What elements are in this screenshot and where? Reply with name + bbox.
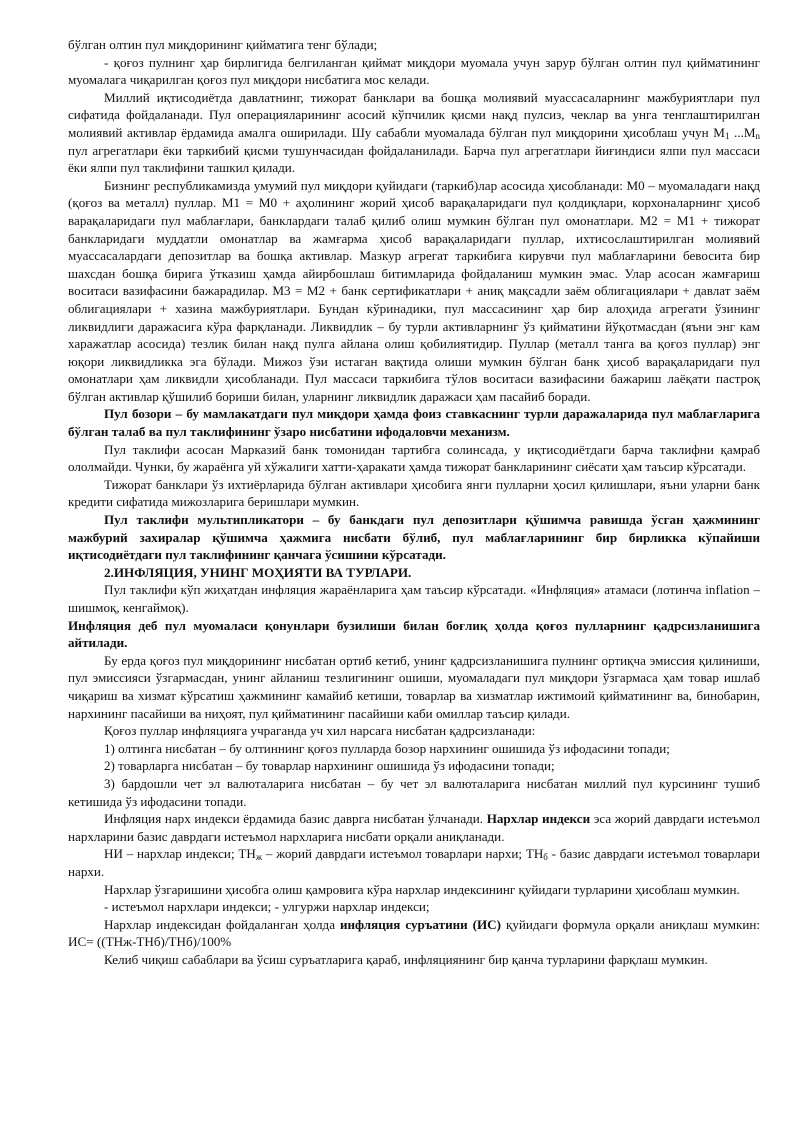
term-inflation-rate: инфляция суръатини (ИС) [339,916,502,932]
section-heading-inflation: 2.ИНФЛЯЦИЯ, УНИНГ МОҲИЯТИ ВА ТУРЛАРИ. [104,564,412,580]
definition-money-market: Пул бозори – бу мамлакатдаги пул миқдори ҳамда фоиз ставкаснинг турли даражаларида пул маблағларига бўлган талаб ва пул таклифининг ўзаро нисбатини ифодаловчи механизм. [68,406,760,440]
paragraph-inflation-rate-formula [68,916,760,951]
list-item-goods: 2) товарларга нисбатан – бу товарлар нархининг ошишида ўз ифодасини топади; [104,758,555,774]
aggregate-subscript-1: 1 [724,130,730,141]
paragraph-index-notation [68,845,760,880]
definition-money-multiplier: Пул таклифи мультипликатори – бу банкдаги пул депозитлари қўшимча равишда ўсган ҳажмининг мажбурий захиралар қўшимча ҳажмига нисбати бўлиб, пул маблағларининг бир бирликка кўпайиши иқтисодиётдаги пул таклифининг қанчага ўсишини кўрсатади. [68,512,760,563]
list-index-types: - истеъмол нархлари индекси; - улгуржи нархлар индекси; [104,899,430,915]
paragraph-central-bank: Пул таклифи асосан Марказий банк томонидан тартибга солинсада, у иқтисодиётдаги барча таклифни қамраб ололмайди. Чунки, бу жараёнга уй хўжалиги хатти-ҳаракати ҳамда тижорат банкларининг сиёсати ҳам таъсир кўрсатади. [68,441,760,475]
paragraph-money-supply-components: Бизнинг республикамизда умумий пул миқдори қуйидаги (таркиб)лар асосида ҳисобланади: М0 – муомаладаги нақд (қоғоз ва металл) пуллар. М1 = М0 + аҳолининг жорий ҳисоб варақаларидаги пул қолдиқлари, корхоналарнинг ҳисоб варақаларидаги пул маблағлари, банклардаги талаб қилиб олиш мумкин бўлган пул омонатлари. М2 = М1 + тижорат банкларидаги муддатли омонатлар ва жамғарма ҳисоб варақаларидаги пуллар, ихтисослаштирилган молиявий муассасалардаги депозитлар ва бошқа активлар. Мазкур агрегат таркибига кирувчи пул маблағларини бевосита бир шахсдан бошқа бирига ўтказиш ҳамда айирбошлаш битимларида фойдаланиш мумкин эмас. Улар асосан жамғариш воситаси вазифасини бажарадилар. М3 = М2 + банк сертификатлари + аниқ мақсадли заём облигациялари + давлат заём облигациялари + хазина мажбуриятлари. Бундан кўринадики, пул массасининг ҳар бир алоҳида агрегати ўзининг ликвидлиги даражасига кўра фарқланади. Ликвидлик – бу турли активларнинг ўз қийматини йўқотмасдан (яъни энг кам харажатлар асосида) тезлик билан нақд пулга айлана олиш қобилиятидир. Пуллар (металл танга ва қоғоз пуллар) энг юқори ликвидликка эга бўлади. Мижоз ўзи истаган вақтида олиши мумкин бўлган банк ҳисоб варақаларидаги пул омонатлари ҳам ликвидли ҳисобланади. Пул массаси таркибига тўлов воситаси вазифасини бажариш лаёқати пастроқ бўлган активлар қўшилиб бориши билан, уларнинг ликвидлик даражаси ҳам пасайиб боради. [68,177,760,404]
paragraph-money-aggregates-text: Миллий иқтисодиётда давлатнинг, тижорат банклари ва бошқа молиявий муассасаларнинг мажбуриятлари пул сифатида фойдаланади. Пул операцияларининг асосий кўпчилик қисми нақд пулсиз, чеклар ва унга тенглаштирилган молиявий активлар ёрдамида амалга оширилади. Шу сабабли муомалада бўлган пул миқдорини ҳисоблаш учун [68,89,760,140]
paragraph-inflation-term: Пул таклифи кўп жиҳатдан инфляция жараёнларига ҳам таъсир кўрсатади. «Инфляция» атамаси (лотинча inflation – шишмоқ, кенгаймоқ). [68,582,760,615]
formula-text-a: Нархлар индексидан фойдаланган ҳолда [104,916,340,932]
aggregate-m-label: М [713,124,725,140]
formula-text-c: қуйидаги формула орқали аниқлаш мумкин: ИС= ((ТНж-ТНб)/ТНб)/100% [68,916,760,950]
list-item-foreign-currency: 3) бардошли чет эл валюталарига нисбатан – бу чет эл валюталарига нисбатан миллий пул курсининг тушиб кетишида ўз ифодасини топади. [68,775,760,809]
paragraph-price-index [68,810,760,845]
paragraph-inflation-types: Келиб чиқиш сабаблари ва ўсиш суръатларига қараб, инфляциянинг бир қанча турларини фарқлаш мумкин. [104,951,708,967]
paragraph-price-index-tail: эса жорий даврдаги истеъмол нархларини базис даврдаги истеъмол нархларига нисбати орқали аниқланади. [68,811,761,844]
notation-text-a: НИ – нархлар индекси; ТН [104,846,256,862]
list-item-gold: 1) олтинга нисбатан – бу олтиннинг қоғоз пулларда бозор нархининг ошишида ўз ифодасини топади; [104,740,670,756]
notation-subscript-base: б [543,852,548,863]
paragraph-inflation-factors: Бу ерда қоғоз пул миқдорининг нисбатан ортиб кетиб, унинг қадрсизланишига пулнинг ортиқча эмиссия қилиниши, пул эмиссияси ўзгармасдан, унинг айланиш тезлигининг ошиши, муомаладаги пул миқдори ўзгармаса ҳам товар ишлаб чиқариш ва хизмат кўрсатиш ҳажмининг камайиб кетиши, товарлар ва хизматлар ижтимоий қийматининг ва, бинобарин, нархининг пасайиши ва ниҳоят, пул қийматининг пасайиши каби омиллар таъсир қилади. [68,652,760,721]
paragraph-price-index-text: Инфляция нарх индекси ёрдамида базис даврга нисбатан ўлчанади. [104,811,487,827]
term-price-index: Нархлар индекси [486,811,591,827]
paragraph-paper-money-value: - қоғоз пулнинг ҳар бирлигида белгиланган қиймат миқдори муомала учун зарур бўлган олтин пул қийматининг муомалага чиқарилган қоғоз пул миқдори нисбатига мос келади. [68,54,760,88]
aggregate-dots: ...М [729,124,756,140]
paragraph-index-types: Нархлар ўзгаришини ҳисобга олиш қамровига кўра нархлар индексининг қуйидаги турларини ҳисоблаш мумкин. [104,881,740,897]
aggregate-subscript-n: n [755,130,760,141]
notation-subscript-current: ж [255,852,263,863]
paragraph-gold-value: бўлган олтин пул миқдорининг қийматига тенг бўлади; [68,37,378,52]
definition-inflation: Инфляция деб пул муомаласи қонунлари бузилиши билан боғлиқ ҳолда қоғоз пулларнинг қадрсизланишига айтилади. [68,617,760,651]
paragraph-commercial-banks: Тижорат банклари ўз ихтиёрларида бўлган активлари ҳисобига янги пулларни ҳосил қилишлари, яъни уларни банк кредити сифатида мижозларига беришлари мумкин. [68,476,760,510]
paragraph-money-aggregates [68,89,760,177]
paragraph-devaluation-intro: Қоғоз пуллар инфляцияга учраганда уч хил нарсага нисбатан қадрсизланади: [104,723,536,739]
paragraph-money-aggregates-tail: пул агрегатлари ёки таркибий қисми тушунчасидан фойдаланилади. Барча пул агрегатлари йиғиндиси ялпи пул массаси ёки ялпи пул таклифини ташкил қилади. [68,142,760,176]
notation-text-b: – жорий даврдаги истеъмол товарлари нархи; ТН [262,846,544,862]
notation-text-c: - базис даврдаги истеъмол товарлари нархи. [68,846,760,879]
